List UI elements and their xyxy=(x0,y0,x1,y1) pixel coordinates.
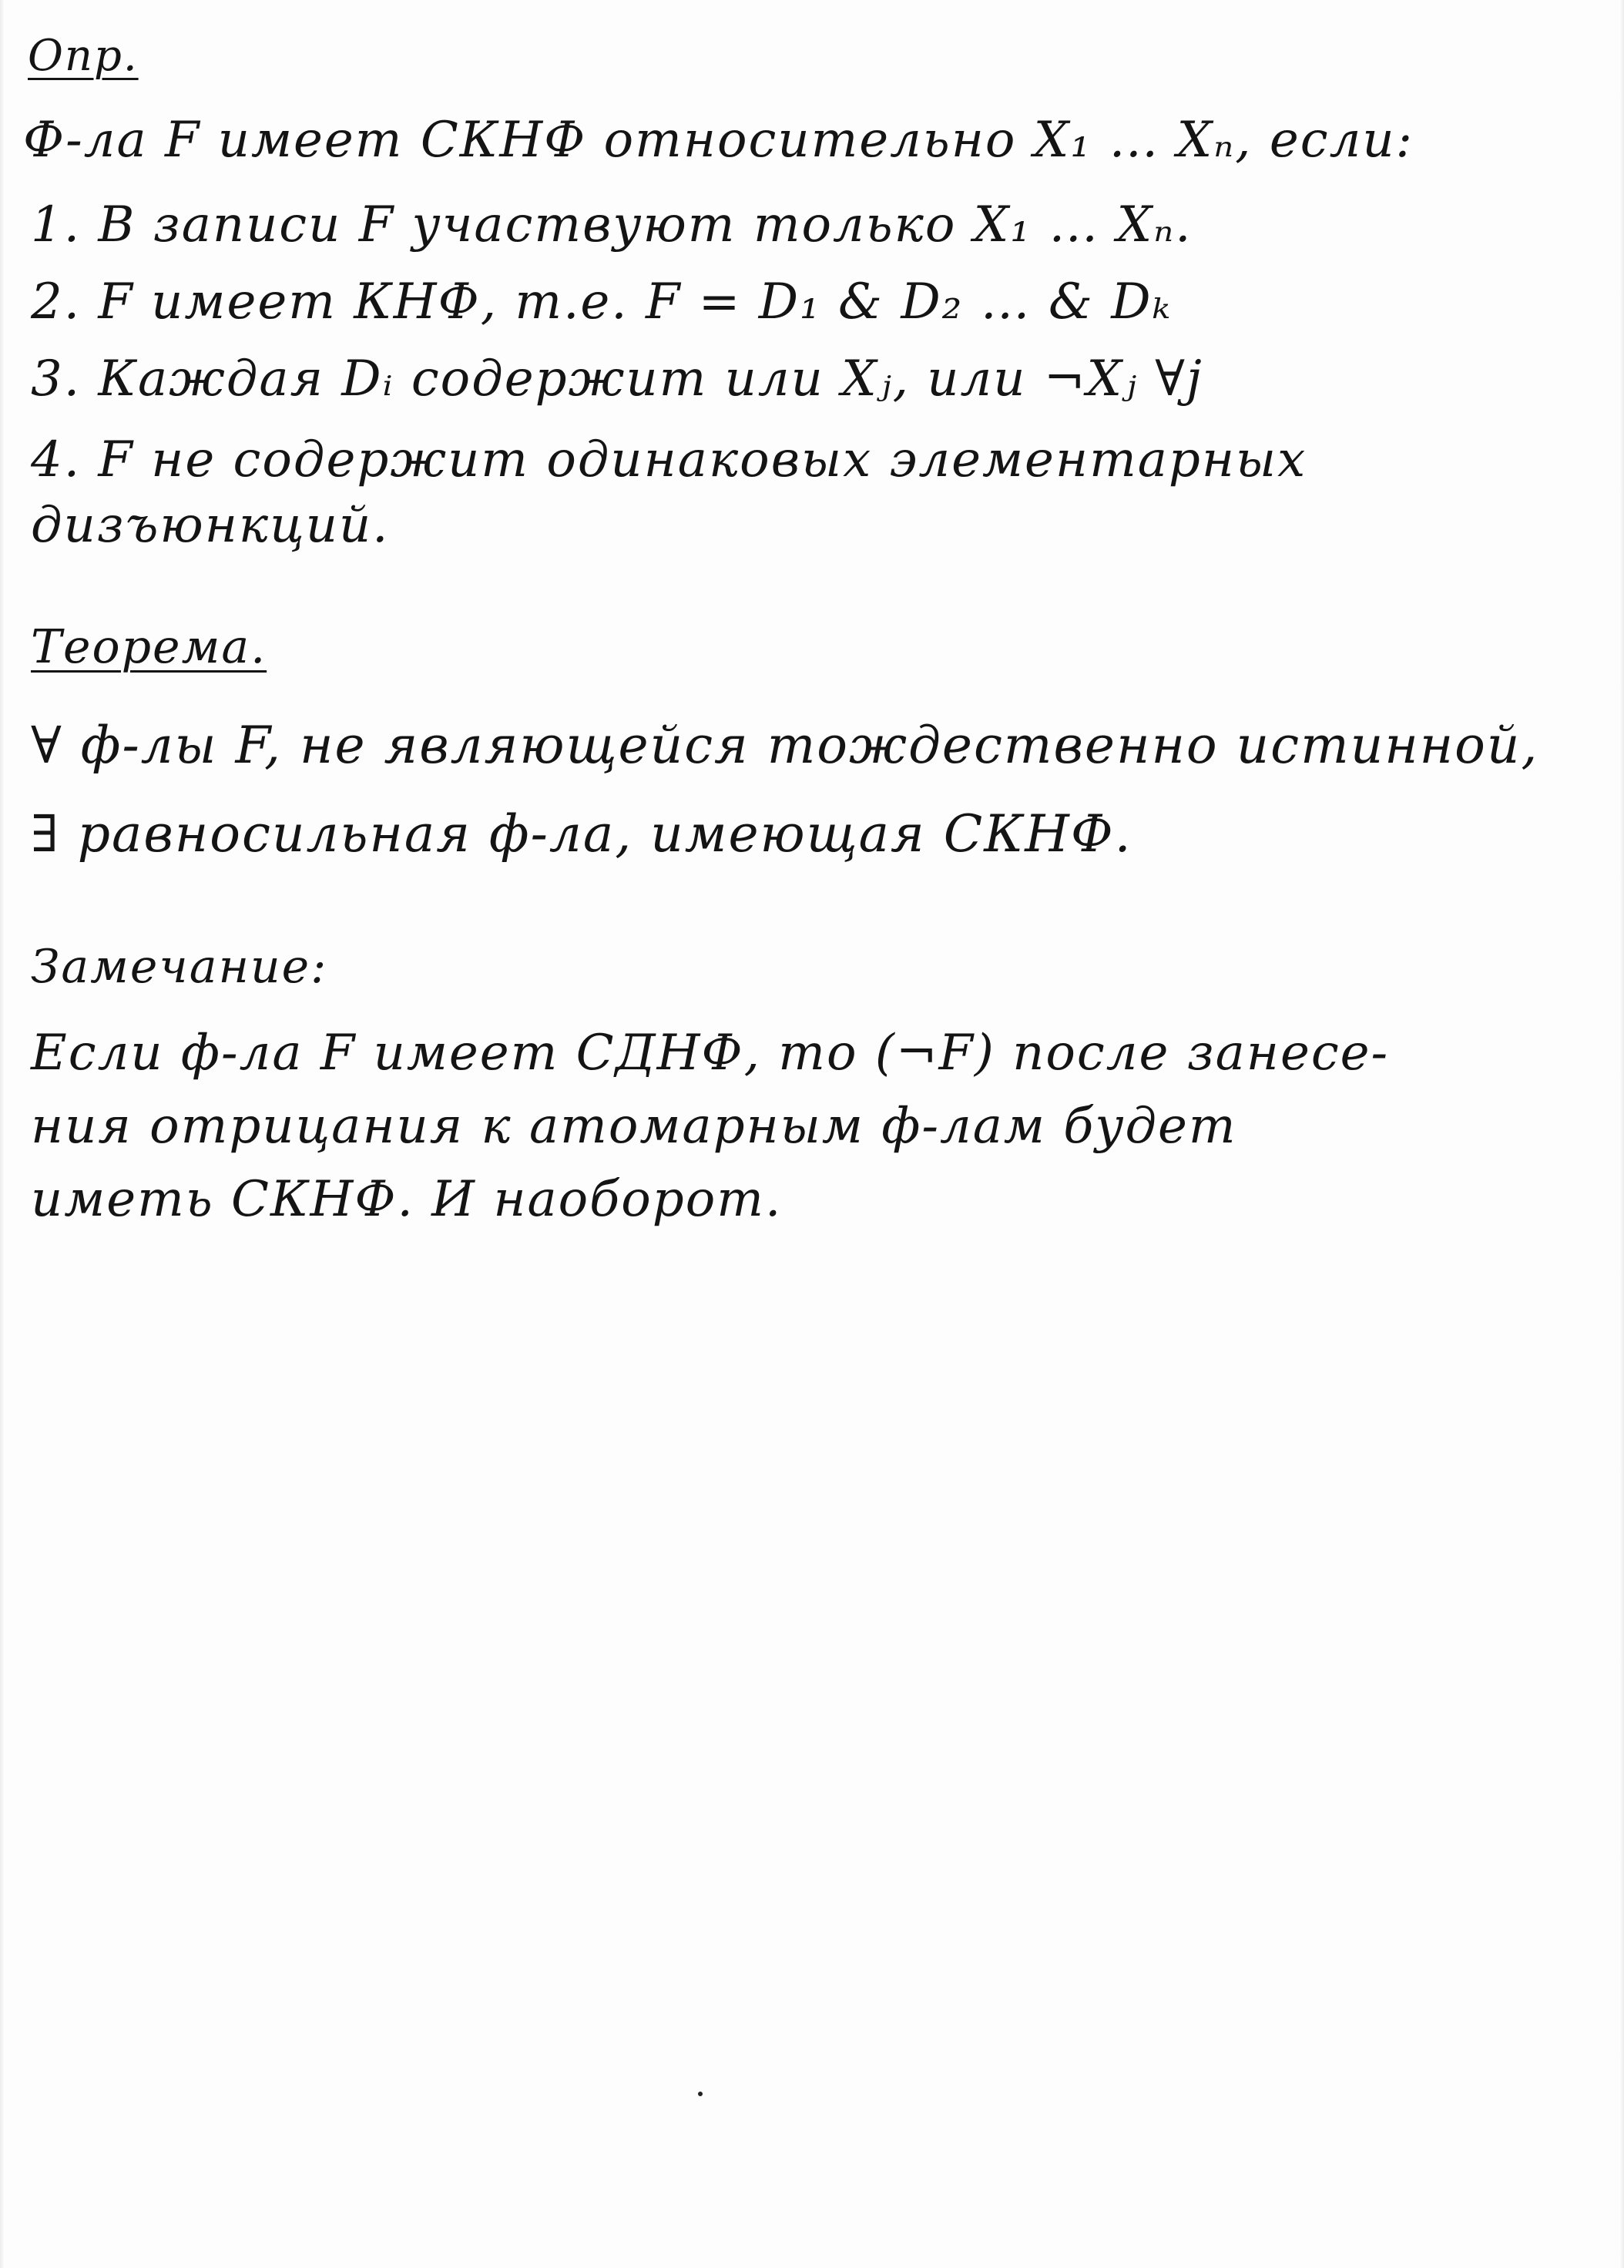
theorem-heading: Теорема. xyxy=(31,620,267,674)
remark-line-3: иметь СКНФ. И наоборот. xyxy=(31,1171,783,1228)
definition-heading: Опр. xyxy=(28,31,139,81)
definition-line-1: Ф-ла F имеет СКНФ относительно X₁ … Xₙ, если: xyxy=(23,112,1414,169)
page-left-edge xyxy=(0,0,5,2268)
remark-line-1: Если ф-ла F имеет СДНФ, то (¬F) после занесе- xyxy=(31,1025,1390,1082)
theorem-line-2: ∃ равносильная ф-ла, имеющая СКНФ. xyxy=(31,804,1132,864)
remark-heading: Замечание: xyxy=(31,940,328,994)
stray-ink-dot xyxy=(698,2092,703,2096)
definition-line-4: 3. Каждая Dᵢ содержит или Xⱼ, или ¬Xⱼ ∀j xyxy=(31,351,1203,408)
remark-line-2: ния отрицания к атомарным ф-лам будет xyxy=(31,1098,1237,1155)
definition-line-5: 4. F не содержит одинаковых элементарных xyxy=(31,431,1307,488)
definition-line-3: 2. F имеет КНФ, т.е. F = D₁ & D₂ … & Dₖ xyxy=(31,273,1172,330)
theorem-line-1: ∀ ф-лы F, не являющейся тождественно истинной, xyxy=(31,716,1539,775)
definition-line-2: 1. В записи F участвуют только X₁ … Xₙ. xyxy=(31,196,1193,253)
definition-line-6: дизъюнкций. xyxy=(31,497,390,554)
page-right-edge xyxy=(1619,0,1624,2268)
